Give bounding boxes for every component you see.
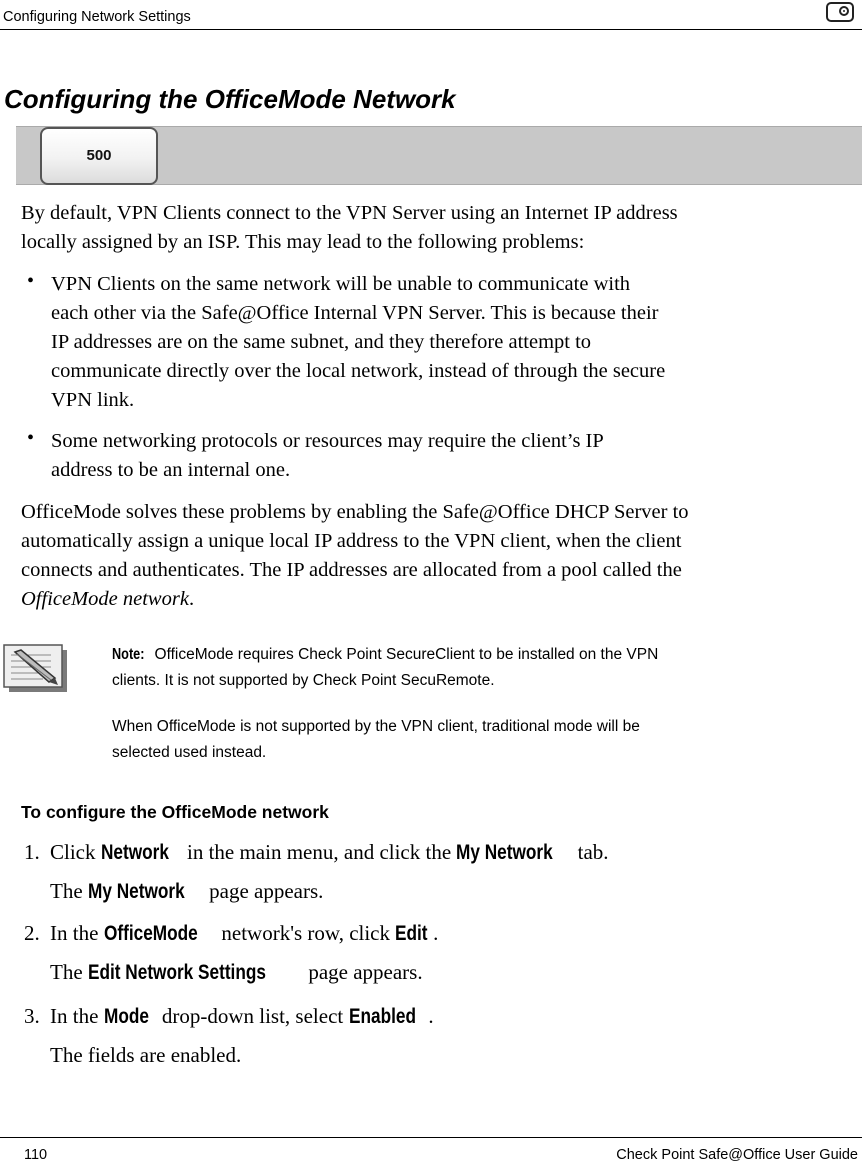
bullet-1-line: IP addresses are on the same subnet, and they therefore attempt to xyxy=(51,331,592,353)
running-header-title: Configuring Network Settings xyxy=(3,9,191,25)
step-result: The fields are enabled. xyxy=(50,1043,242,1067)
ui-term: Edit Network Settings xyxy=(87,961,266,984)
note-pencil-icon xyxy=(3,644,68,693)
bullet-1-line: communicate directly over the local network, instead of through the secure xyxy=(51,360,666,382)
step-instruction: In the Mode drop-down list, select Enabled . xyxy=(50,1004,434,1028)
bullet-1-line: VPN Clients on the same network will be unable to communicate with xyxy=(51,273,631,295)
solution-line: OfficeMode network. xyxy=(21,588,195,610)
page-title: Configuring the OfficeMode Network xyxy=(4,84,456,114)
step-number: 2. xyxy=(24,921,40,945)
ui-term: Network xyxy=(100,841,169,864)
step-result: The My Network page appears. xyxy=(50,879,324,903)
bullet-icon: • xyxy=(27,427,35,449)
step-number: 3. xyxy=(24,1004,40,1028)
solution-line: connects and authenticates. The IP addresses are allocated from a pool called the xyxy=(21,559,682,581)
note-line: selected used instead. xyxy=(112,744,267,761)
step-instruction: In the OfficeMode network's row, click Edit . xyxy=(50,921,439,945)
note-line: When OfficeMode is not supported by the VPN client, traditional mode will be xyxy=(112,718,640,735)
header-divider xyxy=(0,29,862,30)
solution-line: OfficeMode solves these problems by enabling the Safe@Office DHCP Server to xyxy=(21,501,689,523)
ui-term: My Network xyxy=(87,880,185,903)
step-number: 1. xyxy=(24,840,40,864)
intro-line: By default, VPN Clients connect to the VPN Server using an Internet IP address xyxy=(21,202,678,224)
ui-term: Mode xyxy=(103,1005,149,1028)
step-result: The Edit Network Settings page appears. xyxy=(50,960,423,984)
eye-icon xyxy=(826,2,854,22)
procedure-title: To configure the OfficeMode network xyxy=(21,802,329,822)
officemode-network-term: OfficeMode network xyxy=(21,588,189,610)
bullet-1-line: VPN link. xyxy=(51,389,135,411)
bullet-2-line: address to be an internal one. xyxy=(51,459,291,481)
note-line: Note: OfficeMode requires Check Point SecureClient to be installed on the VPN xyxy=(112,642,658,668)
solution-line: automatically assign a unique local IP address to the VPN client, when the client xyxy=(21,530,682,552)
step-instruction: Click Network in the main menu, and click the My Network tab. xyxy=(50,840,609,864)
bullet-1-line: each other via the Safe@Office Internal VPN Server. This is because their xyxy=(51,302,659,324)
intro-line: locally assigned by an ISP. This may lead to the following problems: xyxy=(21,231,585,253)
ui-term: Edit xyxy=(395,922,428,945)
ui-term: OfficeMode xyxy=(103,922,198,945)
note-label: Note: xyxy=(112,646,145,663)
ui-term: My Network xyxy=(456,841,554,864)
page-number: 110 xyxy=(24,1147,48,1163)
bullet-icon: • xyxy=(27,270,35,292)
bullet-2-line: Some networking protocols or resources may require the client’s IP xyxy=(51,430,604,452)
footer-divider xyxy=(0,1137,862,1138)
note-line: clients. It is not supported by Check Point SecuRemote. xyxy=(112,672,495,689)
footer-guide-title: Check Point Safe@Office User Guide xyxy=(616,1147,858,1163)
ui-term: Enabled xyxy=(348,1005,416,1028)
model-badge: 500 xyxy=(40,127,158,185)
